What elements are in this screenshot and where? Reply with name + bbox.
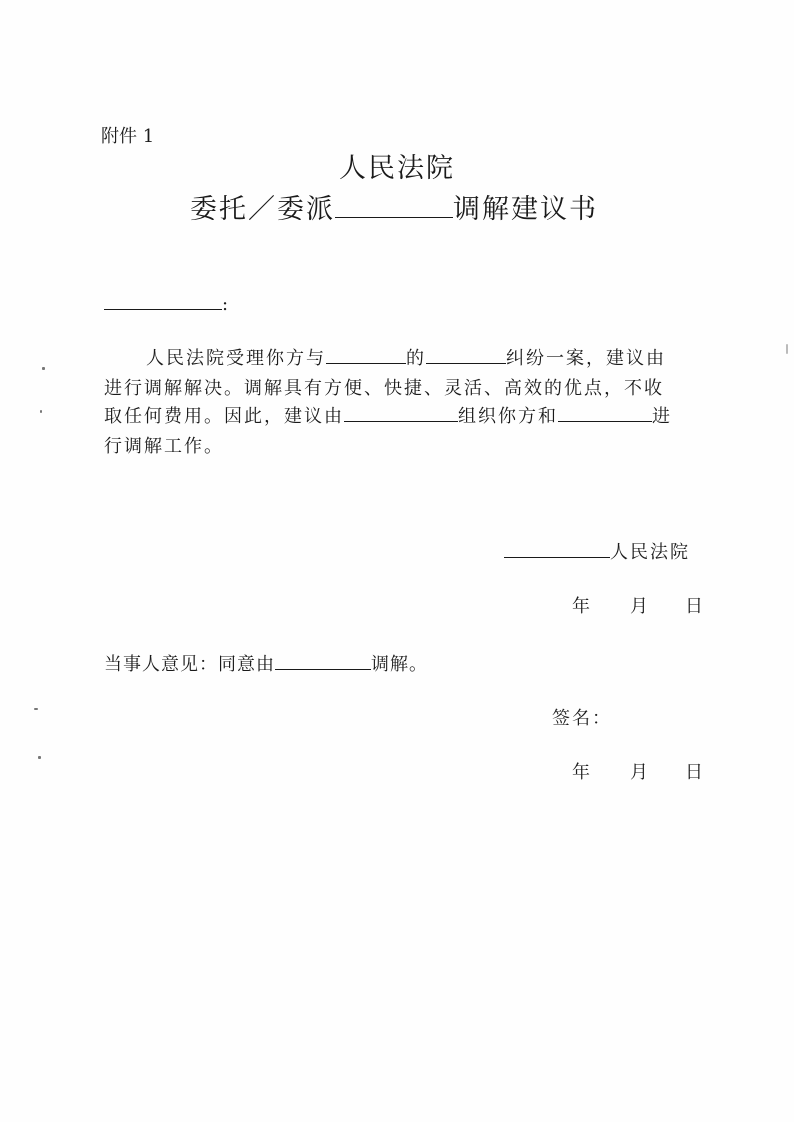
title-blank-field[interactable]: [335, 191, 453, 218]
day-label: 日: [685, 762, 703, 783]
attachment-label: 附件 1: [101, 126, 155, 147]
mediator-blank-field[interactable]: [344, 404, 458, 422]
day-label: 日: [685, 596, 703, 617]
scan-speck: [38, 756, 41, 759]
year-label: 年: [572, 596, 590, 617]
court-signature-line: [504, 538, 690, 564]
body-line-3: [104, 402, 672, 428]
court-signature-label: 人民法院: [610, 542, 690, 563]
opinion-prefix: 当事人意见：同意由: [104, 654, 275, 675]
court-name-blank-field[interactable]: [504, 540, 610, 558]
party-signature-label: 签名：: [552, 708, 612, 729]
scan-speck: [42, 367, 45, 370]
body-text: 的: [406, 348, 426, 369]
body-text: 人民法院受理你方与: [146, 348, 326, 369]
body-text: 组织你方和: [458, 406, 558, 427]
month-label: 月: [630, 596, 648, 617]
year-label: 年: [572, 762, 590, 783]
document-title-court: 人民法院: [339, 153, 455, 184]
opinion-suffix: 调解。: [371, 654, 428, 675]
addressee-line: [104, 292, 228, 315]
party-date-line: [572, 758, 703, 784]
body-line-2: 进行调解解决。调解具有方便、快捷、灵活、高效的优点，不收: [104, 378, 664, 399]
scan-speck: [40, 410, 42, 413]
body-text: 进: [652, 406, 672, 427]
body-line-1: [146, 344, 666, 370]
body-text: 取任何费用。因此，建议由: [104, 406, 344, 427]
scan-speck: [34, 708, 38, 710]
other-party-blank-field[interactable]: [558, 404, 652, 422]
addressee-colon: :: [222, 294, 229, 315]
title-suffix: 调解建议书: [453, 194, 598, 225]
dispute-type-blank-field[interactable]: [426, 346, 506, 364]
body-text: 纠纷一案，建议由: [506, 348, 666, 369]
body-line-4: 行调解工作。: [104, 436, 224, 457]
agreed-mediator-blank-field[interactable]: [275, 652, 371, 670]
party-blank-field[interactable]: [326, 346, 406, 364]
document-title: [190, 187, 598, 226]
month-label: 月: [630, 762, 648, 783]
addressee-blank-field[interactable]: [104, 292, 222, 310]
title-prefix: 委托／委派: [190, 194, 335, 225]
scan-edge-mark: [786, 344, 788, 354]
court-date-line: [572, 592, 703, 618]
party-opinion-line: [104, 650, 428, 676]
